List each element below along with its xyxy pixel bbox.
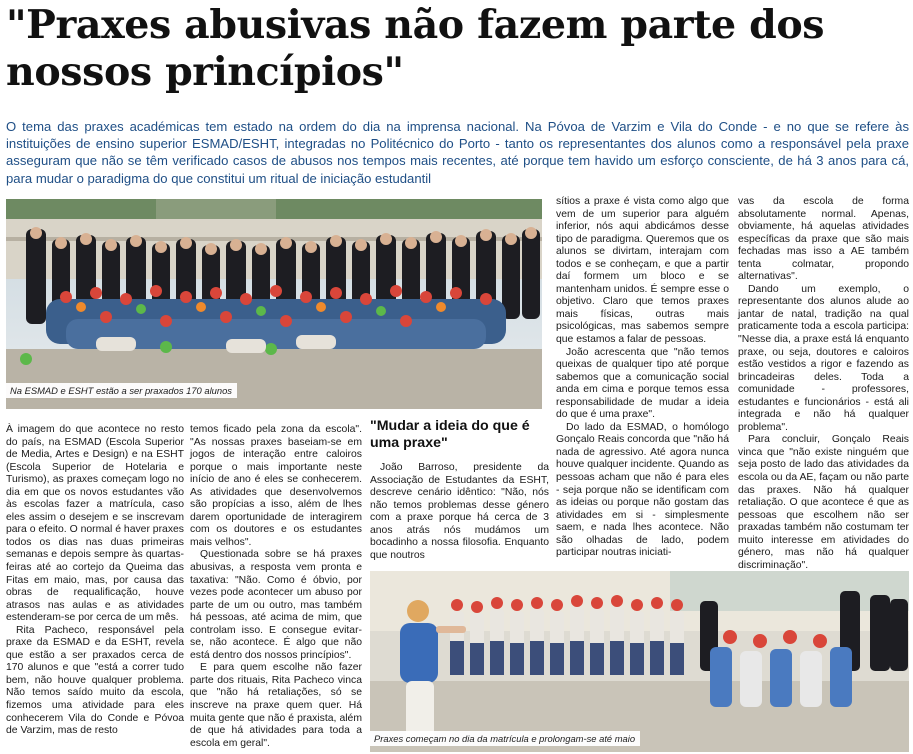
col2-paragraph-2: Questionada sobre se há praxes abusivas, a resposta vem pronta e taxativa: "Não. Como é óbvio, por vezes pode acontecer um abuso por parte de um ou outro, mas também há pessoas, até acima de mim, que controlam isso. E consegue evitar-se, não acontece. É algo que não está dentro dos nossos princípios". xyxy=(190,549,362,661)
col1-paragraph-1: À imagem do que acontece no resto do país, na ESMAD (Escola Superior de Media, Artes e Design) e na ESHT (Escola Superior de Hotelaria e Turismo), as praxes começam logo no dia em que os novos estudantes vão às escolas fazer a matrícula, caso eles assim o desejem e se inscrevam para o efeito. O normal é haver praxes todos os dias nas duas primeiras semanas e depois sempre às quartas-feiras até ao cortejo da Queima das Fitas em maio, mas, por causa das obras de requalificação, houve atrasos nas aulas e as atividades estenderam-se por cerca de um mês. xyxy=(6,424,184,624)
col3-paragraph-1: João Barroso, presidente da Associação de Estudantes da ESHT, descreve cenário idêntico: "Não, nós não temos problemas desse género com a praxe porque há cerca de 3 anos atrás nós mudámos um bocadinho a nossa filosofia. Enquanto que noutros xyxy=(370,462,549,561)
col2-paragraph-3: E para quem escolhe não fazer parte dos rituais, Rita Pacheco vinca que "não há retaliações, só se inscreve na praxe quem quer. Há muita gente que não é praxista, além de que há atividades para toda a escola em geral". xyxy=(190,662,362,749)
photo-group-students xyxy=(6,199,542,409)
col5-paragraph-2: Dando um exemplo, o representante dos alunos alude ao jantar de natal, tradição na qual praticamente toda a escola participa: "Nesse dia, a praxe está lá enquanto praxe, ou seja, doutores e caloiros estão vestidos a rigor e fazendo as brincadeiras deles. Toda a comunidade - professores, estudantes e funcionários - está ali integrada e não há qualquer problema". xyxy=(738,283,909,433)
col4-paragraph-1: sítios a praxe é vista como algo que vem de um superior para alguém inferior, nós aqui abdicámos desse tipo de paradigma. Queremos que os alunos se divirtam, interajam com todos e se conheçam, e que a partir daí formem um bloco e se mantenham unidos. É sempre esse o objetivo. Claro que temos praxes mais físicas, outras mais psicológicas, mas sabemos sempre que estamos a falar de pessoas. xyxy=(556,196,729,346)
subheading: "Mudar a ideia do que é uma praxe" xyxy=(370,418,530,451)
col5-paragraph-3: Para concluir, Gonçalo Reais vinca que "não existe ninguém que seja posto de lado das atividades da escola ou da AE, façam ou não parte das praxes. Não há qualquer retaliação. O que acontece é que as pessoas que escolhem não ser praxadas também não costumam ter muito interesse em atividades do género, mas não há qualquer discriminação". xyxy=(738,434,909,571)
article-column-3 xyxy=(370,462,549,562)
article-column-2 xyxy=(190,424,362,750)
col4-paragraph-2: João acrescenta que "não temos queixas de qualquer tipo até porque sabemos que a comunicação social anda em cima e porque temos essa responsabilidade de mudar a ideia do que é uma praxe". xyxy=(556,346,729,421)
article-column-1 xyxy=(6,424,184,738)
col1-paragraph-2: Rita Pacheco, responsável pela praxe da ESMAD e da ESHT, revela que estão a ser praxados cerca de 170 alunos e que "está a correr tudo bem, não houve qualquer problema. Não temos saído muito da escola, fizemos uma atividade para eles conhecerem Vila do Conde e Póvoa de Varzim, mas de resto xyxy=(6,624,184,737)
photo2-caption: Praxes começam no dia da matrícula e prolongam-se até maio xyxy=(370,731,640,746)
col4-paragraph-3: Do lado da ESMAD, o homólogo Gonçalo Reais concorda que "não há nada de agressivo. Até agora nunca houve qualquer incidente. Quando as pessoas acham que não é para eles - seja porque não se identificam com as ideias ou porque não gostam das atividades em si - simplesmente saem, e nada lhes acontece. Não são olhadas de lado, podem participar noutras iniciati- xyxy=(556,421,729,559)
article-column-5 xyxy=(738,196,909,572)
photo1-caption: Na ESMAD e ESHT estão a ser praxados 170 alunos xyxy=(6,383,237,398)
lead-paragraph: O tema das praxes académicas tem estado na ordem do dia na imprensa nacional. Na Póvoa de Varzim e Vila do Conde - e no que se refere às instituições de ensino superior ESMAD/ESHT, integradas no Politécnico do Porto - tanto os representantes dos alunos como a responsável pela praxe asseguram que não se têm verificado casos de abusos nos tempos mais recentes, até porque tem havido um esforço consciente, de há 3 anos para cá, para mudar o paradigma do que constitui um ritual de iniciação estudantil xyxy=(6,119,909,186)
headline: "Praxes abusivas não fazem parte dos nossos princípios" xyxy=(6,2,825,95)
col5-paragraph-1: vas da escola de forma absolutamente normal. Apenas, obviamente, há aquelas atividades específicas da praxe que são mais fechadas mas isso a AE também tenta colmatar, propondo alternativas". xyxy=(738,196,909,283)
col2-paragraph-1: temos ficado pela zona da escola". "As nossas praxes baseiam-se em jogos de interação entre caloiros porque o mais importante neste início de ano é eles se conhecerem. As atividades que desenvolvemos são propícias a isso, além de lhes darem oportunidade de interagirem com os doutores e os estudantes mais velhos". xyxy=(190,424,362,548)
article-column-4 xyxy=(556,196,729,560)
photo-students-games xyxy=(370,571,909,752)
